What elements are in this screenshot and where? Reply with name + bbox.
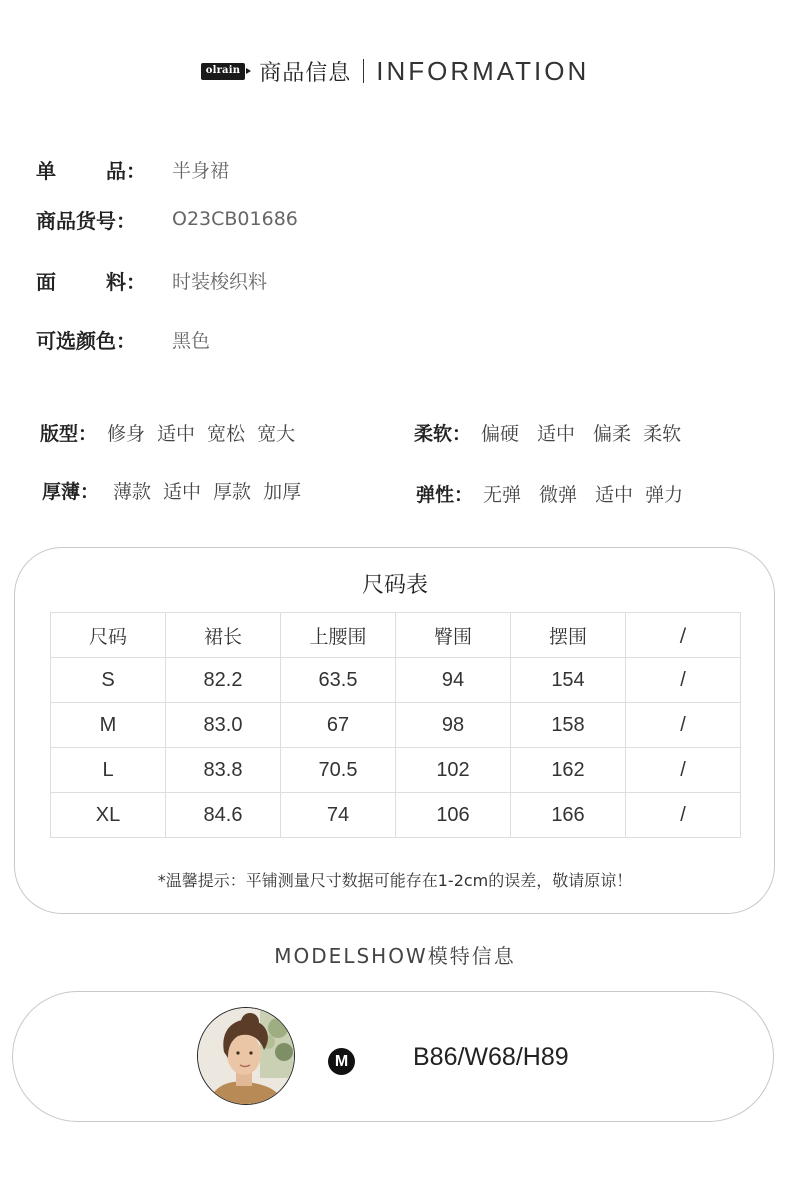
table-cell: / [626, 703, 741, 748]
table-cell: 84.6 [166, 793, 281, 838]
model-portrait-image [198, 1008, 295, 1105]
table-cell: / [626, 658, 741, 703]
info-label-color: 可选颜色： [36, 328, 136, 353]
attr-option: 无弹 [483, 483, 522, 506]
header-divider [363, 59, 364, 83]
attr-row-fit [40, 417, 307, 447]
attr-option: 薄款 [113, 480, 152, 503]
table-cell: 67 [281, 703, 396, 748]
table-cell: XL [51, 793, 166, 838]
brand-name: olrain [201, 63, 246, 80]
info-row-color [36, 324, 210, 354]
model-size-badge: M [328, 1048, 355, 1075]
table-cell: 83.0 [166, 703, 281, 748]
attr-option-selected: 微弹 [539, 480, 577, 507]
info-row-fabric [36, 265, 267, 295]
attr-option: 修身 [107, 422, 146, 445]
table-cell: 94 [396, 658, 511, 703]
table-cell: 102 [396, 748, 511, 793]
info-value-color: 黑色 [172, 329, 211, 352]
info-label-item: 单 品： [36, 158, 146, 183]
model-show-title: MODELSHOW模特信息 [274, 944, 516, 968]
table-row [51, 748, 741, 793]
attr-option: 适中 [537, 422, 576, 445]
attr-label-fit: 版型： [40, 422, 98, 445]
table-cell: S [51, 658, 166, 703]
table-cell: 63.5 [281, 658, 396, 703]
attr-option: 厚款 [213, 480, 252, 503]
info-row-sku [36, 204, 298, 234]
table-cell: 154 [511, 658, 626, 703]
play-arrow-icon [246, 68, 251, 74]
attr-option-selected: 适中 [163, 477, 201, 504]
table-cell: 106 [396, 793, 511, 838]
size-chart-table [50, 612, 741, 838]
table-cell: 74 [281, 793, 396, 838]
table-cell: 166 [511, 793, 626, 838]
table-header-cell: 摆围 [511, 613, 626, 658]
attr-option: 宽大 [257, 422, 296, 445]
table-row [51, 793, 741, 838]
attr-row-elasticity [416, 478, 695, 508]
info-header [0, 54, 790, 88]
attr-option: 适中 [157, 422, 196, 445]
table-cell: / [626, 793, 741, 838]
info-label-sku: 商品货号： [36, 208, 136, 233]
size-chart-note: *温馨提示：平铺测量尺寸数据可能存在1-2cm的误差，敬请原谅！ [157, 871, 633, 890]
table-cell: 98 [396, 703, 511, 748]
table-cell: 70.5 [281, 748, 396, 793]
header-title-en: INFORMATION [376, 55, 590, 86]
header-title-cn: 商品信息 [259, 60, 352, 86]
model-avatar [197, 1007, 295, 1105]
table-cell: M [51, 703, 166, 748]
table-cell: 158 [511, 703, 626, 748]
attr-label-thickness: 厚薄： [42, 480, 100, 503]
attr-row-softness [414, 417, 693, 447]
size-chart-title: 尺码表 [361, 573, 428, 598]
table-cell: 162 [511, 748, 626, 793]
model-info-card [12, 991, 774, 1122]
table-header-cell: 裙长 [166, 613, 281, 658]
attr-option: 偏硬 [481, 422, 520, 445]
attr-label-softness: 柔软： [414, 422, 472, 445]
brand-logo [201, 63, 252, 80]
table-header-row [51, 613, 741, 658]
info-value-fabric: 时装梭织料 [172, 270, 268, 293]
attr-label-elasticity: 弹性： [416, 483, 474, 506]
table-header-cell: / [626, 613, 741, 658]
table-cell: 82.2 [166, 658, 281, 703]
info-label-fabric: 面 料： [36, 269, 146, 294]
attr-option: 弹力 [645, 483, 684, 506]
table-header-cell: 尺码 [51, 613, 166, 658]
info-value-sku: O23CB01686 [172, 208, 298, 230]
attr-option: 适中 [595, 483, 634, 506]
info-value-item: 半身裙 [172, 159, 230, 182]
table-row [51, 658, 741, 703]
info-row-item [36, 154, 229, 184]
table-row [51, 703, 741, 748]
attr-option-selected: 宽松 [207, 419, 245, 446]
model-measurements: B86/W68/H89 [413, 1043, 569, 1071]
attr-option-selected: 偏柔 [593, 419, 631, 446]
table-header-cell: 臀围 [396, 613, 511, 658]
attr-row-thickness [42, 475, 313, 505]
attr-option: 柔软 [643, 422, 682, 445]
attr-option: 加厚 [263, 480, 302, 503]
table-header-cell: 上腰围 [281, 613, 396, 658]
table-cell: / [626, 748, 741, 793]
table-cell: L [51, 748, 166, 793]
table-cell: 83.8 [166, 748, 281, 793]
